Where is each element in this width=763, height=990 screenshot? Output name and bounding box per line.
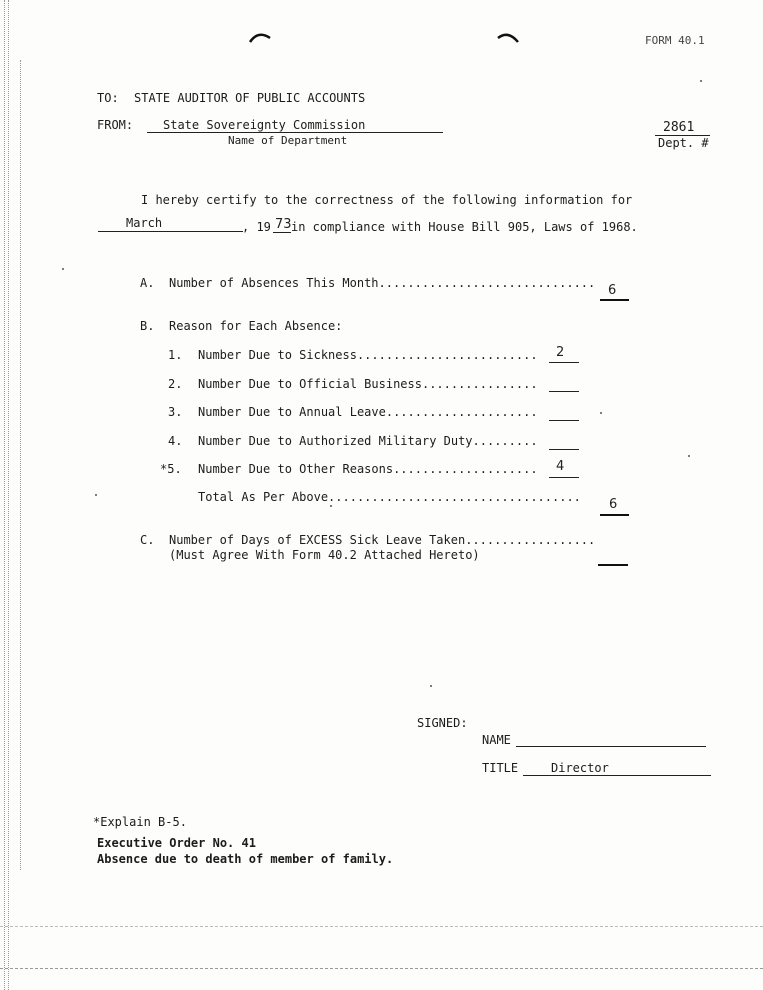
year-prefix: , 19	[242, 220, 271, 234]
name-underline	[516, 746, 706, 747]
month-underline	[98, 231, 243, 232]
reason-2-label: Number Due to Official Business................	[198, 377, 538, 391]
explain-line-2: Absence due to death of member of family.	[97, 852, 394, 866]
reason-5-underline	[549, 477, 579, 478]
name-label: NAME	[482, 733, 511, 747]
left-edge-mark	[8, 0, 9, 990]
explain-label: *Explain B-5.	[93, 815, 187, 829]
reason-1-underline	[549, 362, 579, 363]
section-b-letter: B.	[140, 319, 155, 333]
total-label: Total As Per Above...................................	[198, 490, 581, 504]
reason-3-underline	[549, 420, 579, 421]
section-a-label: Number of Absences This Month..............................	[169, 276, 596, 290]
year-value: 73	[275, 217, 292, 232]
section-c-underline	[598, 564, 628, 566]
reason-1-label: Number Due to Sickness.........................	[198, 348, 538, 362]
reason-4-underline	[549, 449, 579, 450]
certify-text-2: in compliance with House Bill 905, Laws of 1968.	[291, 220, 638, 234]
total-underline	[600, 514, 629, 516]
scan-speck	[430, 685, 432, 687]
reason-5-value: 4	[556, 459, 565, 474]
certify-text: I hereby certify to the correctness of the following information for	[141, 193, 633, 207]
reason-5-label: Number Due to Other Reasons....................	[198, 462, 538, 476]
reason-3-label: Number Due to Annual Leave.....................	[198, 405, 538, 419]
from-underline	[147, 132, 443, 133]
scan-speck	[700, 80, 702, 82]
title-value: Director	[551, 761, 609, 775]
left-edge-mark	[4, 0, 5, 990]
scan-speck	[95, 494, 97, 496]
year-underline	[273, 232, 291, 233]
from-department: State Sovereignty Commission	[163, 118, 366, 132]
section-b-label: Reason for Each Absence:	[169, 319, 343, 333]
left-edge-mark	[20, 60, 21, 870]
total-value: 6	[609, 497, 618, 512]
dept-caption: Dept. #	[658, 136, 709, 150]
reason-2-number: 2.	[168, 377, 183, 391]
reason-3-number: 3.	[168, 405, 183, 419]
section-c-label: Number of Days of EXCESS Sick Leave Taken..................	[169, 533, 596, 547]
section-c-note: (Must Agree With Form 40.2 Attached Hereto)	[169, 548, 480, 562]
scan-speck	[330, 505, 332, 507]
reason-5-number: *5.	[160, 462, 182, 476]
section-c-letter: C.	[140, 533, 155, 547]
from-label: FROM:	[97, 118, 134, 132]
punch-mark-icon	[496, 30, 520, 44]
scan-speck	[600, 412, 602, 414]
scan-speck	[62, 268, 64, 270]
bottom-margin-line	[0, 926, 763, 927]
section-a-letter: A.	[140, 276, 155, 290]
reason-4-label: Number Due to Authorized Military Duty.........	[198, 434, 538, 448]
section-a-value: 6	[608, 283, 617, 298]
title-label: TITLE	[482, 761, 519, 775]
to-label: TO:	[97, 91, 119, 105]
explain-line-1: Executive Order No. 41	[97, 836, 256, 850]
reason-1-value: 2	[556, 345, 565, 360]
scan-speck	[688, 455, 690, 457]
signed-label: SIGNED:	[417, 716, 468, 730]
bottom-margin-line	[0, 968, 763, 969]
reason-1-number: 1.	[168, 348, 183, 362]
title-underline	[523, 775, 711, 776]
department-caption: Name of Department	[228, 134, 348, 147]
punch-mark-icon	[248, 30, 272, 44]
dept-number: 2861	[663, 120, 695, 135]
form-number: FORM 40.1	[645, 34, 705, 47]
to-recipient: STATE AUDITOR OF PUBLIC ACCOUNTS	[134, 91, 366, 105]
month-value: March	[126, 216, 163, 230]
reason-2-underline	[549, 391, 579, 392]
reason-4-number: 4.	[168, 434, 183, 448]
section-a-underline	[600, 299, 629, 301]
